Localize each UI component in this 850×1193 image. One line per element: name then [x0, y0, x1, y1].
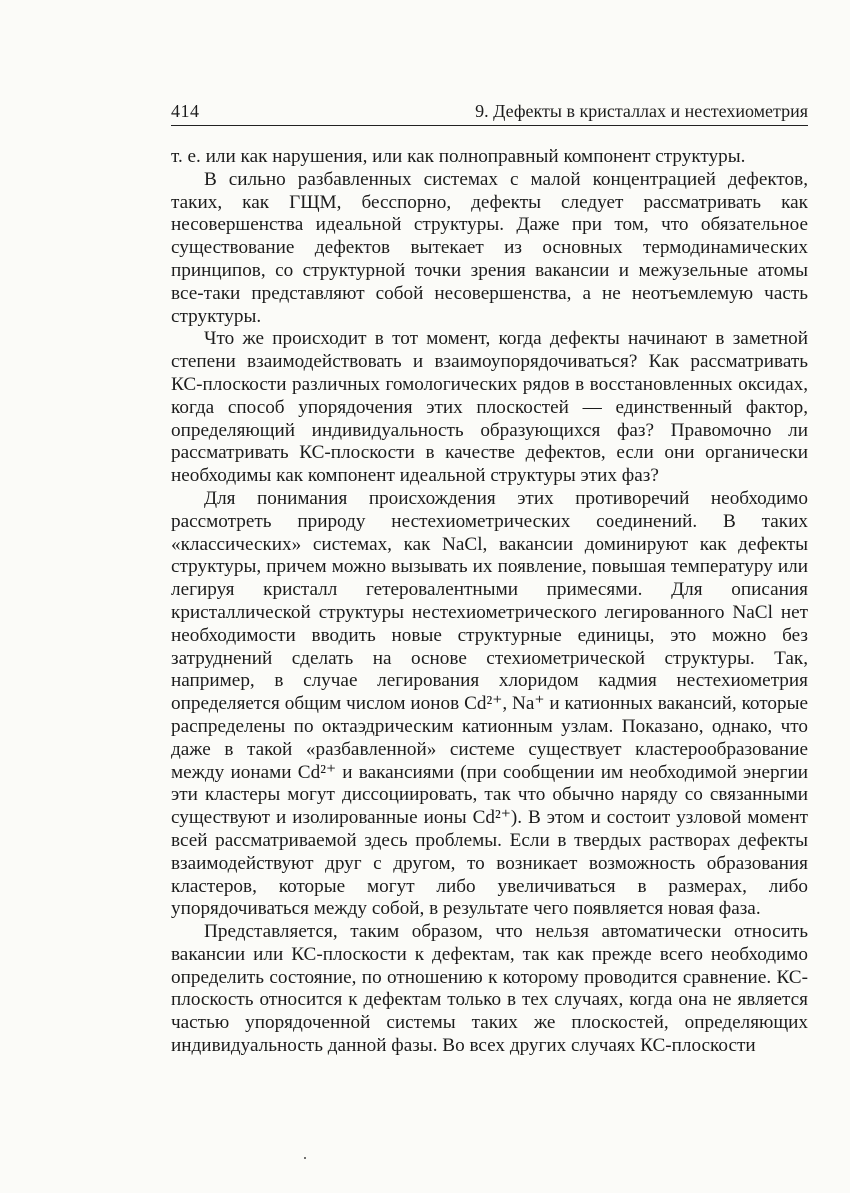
paragraph: Для понимания происхождения этих противоречий необходимо рассмотреть природу нестехиометрических соединений. В таких «классических» системах, как NaCl, вакансии доминируют как дефекты структуры, причем можно вызывать их появление, повышая температуру или легируя кристалл гетеровалентными примесями. Для описания кристаллической структуры нестехиометрического легированного NaCl нет необходимости вводить новые структурные единицы, это можно без затруднений сделать на основе стехиометрической структуры. Так, например, в случае легирования хлоридом кадмия нестехиометрия определяется общим числом ионов Cd²⁺, Na⁺ и катионных вакансий, которые распределены по октаэдрическим катионным узлам. Показано, однако, что даже в такой «разбавленной» системе существует кластерообразование между ионами Cd²⁺ и вакансиями (при сообщении им необходимой энергии эти кластеры могут диссоциировать, так что обычно наряду со связанными существуют и изолированные ионы Cd²⁺). В этом и состоит узловой момент всей рассматриваемой здесь проблемы. Если в твердых растворах дефекты взаимодействуют друг с другом, то возникает возможность образования кластеров, которые могут либо увеличиваться в размерах, либо упорядочиваться между собой, в результате чего появляется новая фаза.: [171, 487, 808, 920]
running-head: [171, 98, 808, 126]
page-number: 414: [171, 101, 200, 121]
paragraph: Представляется, таким образом, что нельзя автоматически относить вакансии или КС-плоскости к дефектам, так как прежде всего необходимо определить состояние, по отношению к которому проводится сравнение. КС-плоскость относится к дефектам только в тех случаях, когда она не является частью упорядоченной системы таких же плоскостей, определяющих индивидуальность данной фазы. Во всех других случаях КС-плоскости: [171, 921, 808, 1057]
paragraph-continued: т. е. или как нарушения, или как полноправный компонент структуры.: [171, 146, 746, 167]
paragraph: Что же происходит в тот момент, когда дефекты начинают в заметной степени взаимодействовать и взаимоупорядочиваться? Как рассматривать КС-плоскости различных гомологических рядов в восстановленных оксидах, когда способ упорядочения этих плоскостей — единственный фактор, определяющий индивидуальность образующихся фаз? Правомочно ли рассматривать КС-плоскости в качестве дефектов, если они органически необходимы как компонент идеальной структуры этих фаз?: [171, 328, 808, 487]
print-speck: [304, 1157, 306, 1159]
paragraph: В сильно разбавленных системах с малой концентрацией дефектов, таких, как ГЩМ, бесспорно, дефекты следует рассматривать как несовершенства идеальной структуры. Даже при том, что обязательное существование дефектов вытекает из основных термодинамических принципов, со структурной точки зрения вакансии и межузельные атомы все-таки представляют собой несовершенства, а не неотъемлемую часть структуры.: [171, 168, 808, 327]
body-text: [171, 146, 808, 1058]
chapter-title: 9. Дефекты в кристаллах и нестехиометрия: [475, 101, 808, 121]
